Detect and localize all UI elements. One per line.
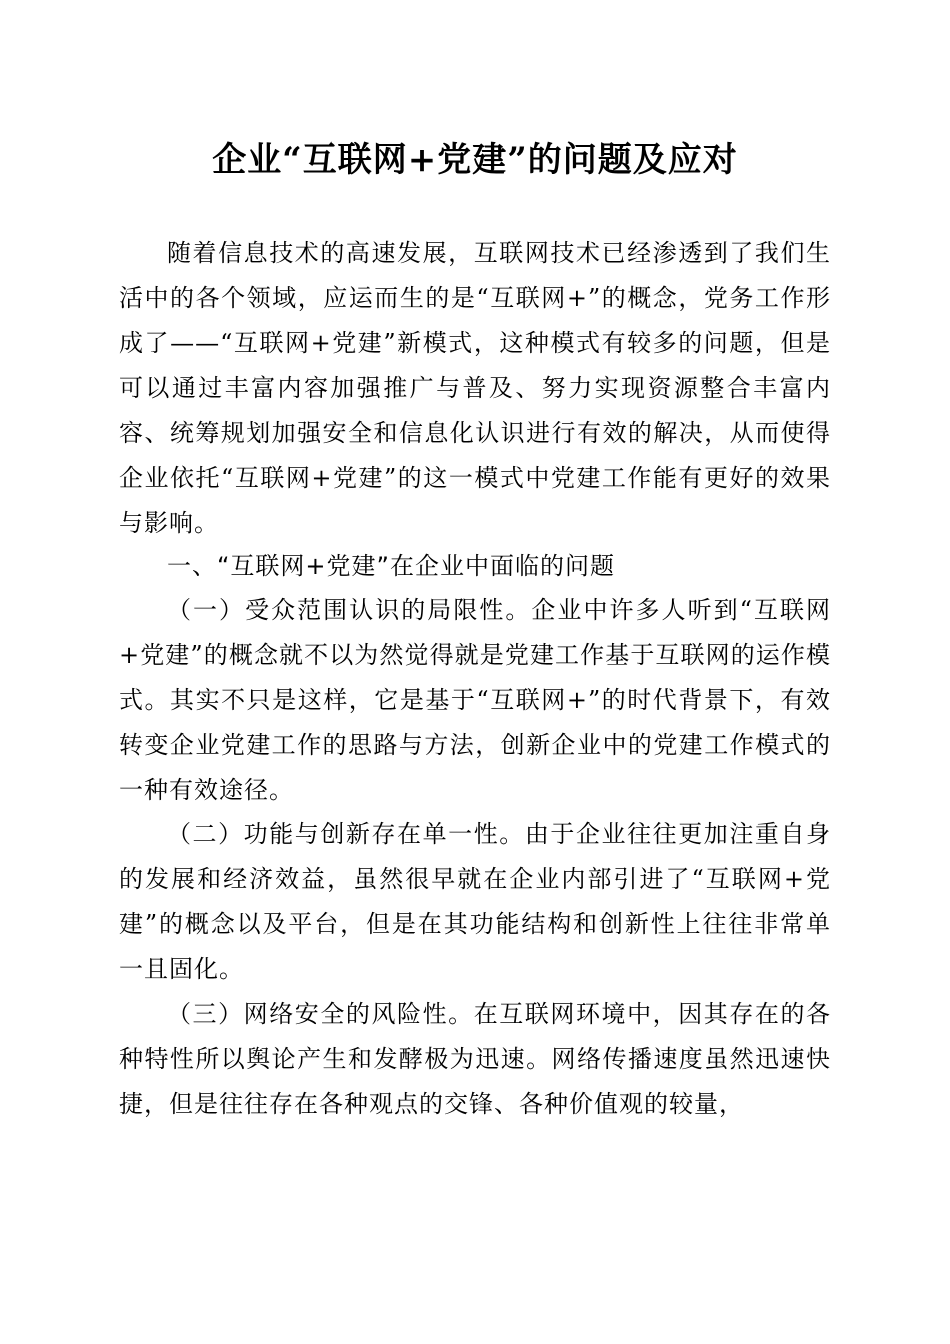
intro-block (119, 231, 831, 546)
item-2-text: 由于企业往往更加注重自身的发展和经济效益，虽然很早就在企业内部引进了“互联网+党建”的概念以及平台，但是在其功能结构和创新性上往往非常单一且固化。 (119, 820, 832, 983)
section-heading: 一、“互联网+党建”在企业中面临的问题 (167, 552, 615, 580)
section-1-block (119, 544, 831, 589)
item-3-text: 在互联网环境中，因其存在的各种特性所以舆论产生和发酵极为迅速。网络传播速度虽然迅速快捷，但是往往存在各种观点的交锋、各种价值观的较量， (119, 1000, 832, 1118)
item-1-block (119, 588, 831, 813)
item-3-block (119, 992, 831, 1127)
item-2-block (119, 812, 831, 992)
item-2-lead: （二）功能与创新存在单一性。 (167, 820, 525, 848)
item-3-paragraph (119, 992, 831, 1127)
item-3-lead: （三）网络安全的风险性。 (167, 1000, 474, 1028)
item-1-lead: （一）受众范围认识的局限性。 (167, 596, 532, 624)
item-1-paragraph (119, 588, 831, 813)
intro-paragraph: 随着信息技术的高速发展，互联网技术已经渗透到了我们生活中的各个领域，应运而生的是“互联网+”的概念，党务工作形成了——“互联网+党建”新模式，这种模式有较多的问题，但是可以通过丰富内容加强推广与普及、努力实现资源整合丰富内容、统筹规划加强安全和信息化认识进行有效的解决，从而使得企业依托“互联网+党建”的这一模式中党建工作能有更好的效果与影响。 (119, 239, 831, 537)
item-1-text: 企业中许多人听到“互联网+党建”的概念就不以为然觉得就是党建工作基于互联网的运作模式。其实不只是这样，它是基于“互联网+”的时代背景下，有效转变企业党建工作的思路与方法，创新企业中的党建工作模式的一种有效途径。 (119, 596, 831, 804)
item-2-paragraph (119, 812, 831, 992)
document-title: 企业“互联网+党建”的问题及应对 (212, 140, 738, 180)
